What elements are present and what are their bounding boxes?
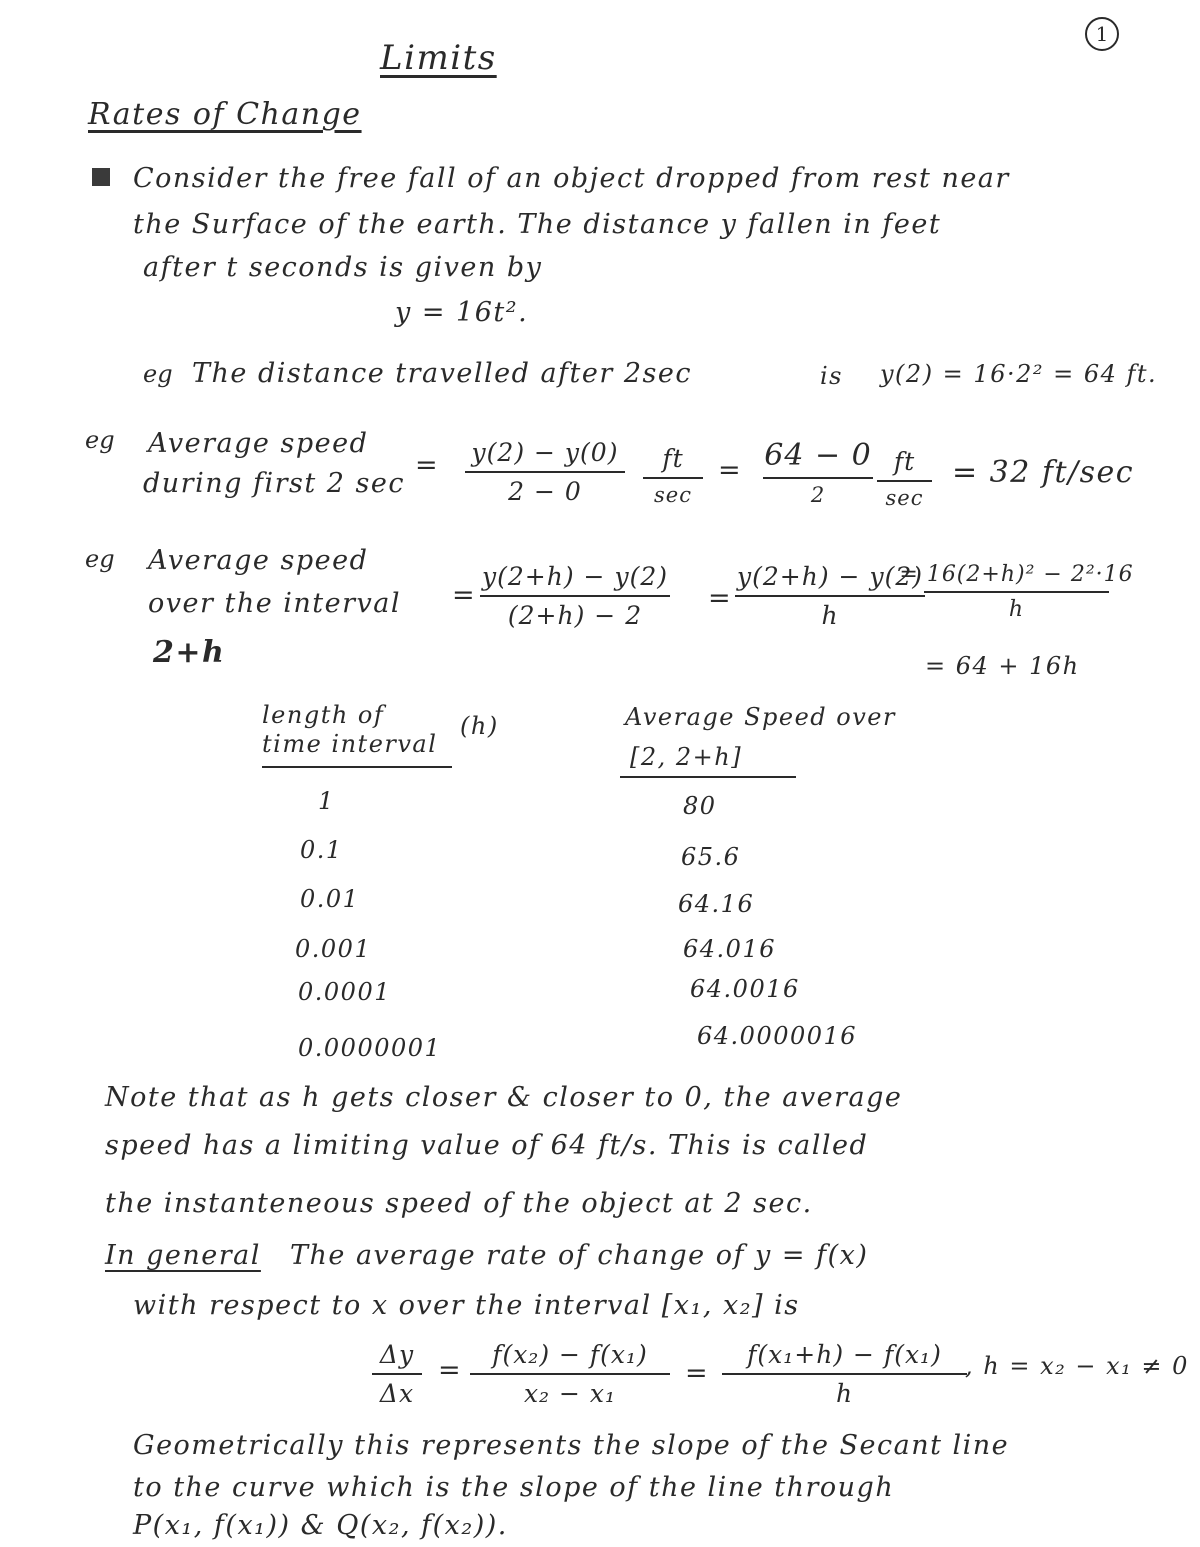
geometric-line-2: to the curve which is the slope of the line through — [133, 1472, 895, 1503]
page-title: Limits — [380, 38, 497, 78]
table-header-left-var: (h) — [460, 712, 499, 740]
eg2-fraction-2 — [763, 438, 873, 507]
general-equals-2: = — [685, 1358, 710, 1389]
intro-line-2: the Surface of the earth. The distance y fallen in feet — [133, 209, 942, 240]
intro-line-3: after t seconds is given by — [143, 252, 543, 283]
general-fraction-2-den: x₂ − x₁ — [523, 1379, 617, 1408]
eg1-text: The distance travelled after 2sec — [192, 358, 692, 389]
eg3-label-line-1: Average speed — [148, 545, 369, 576]
intro-line-1: Consider the free fall of an object dropped from rest near — [133, 163, 1010, 194]
eg3-fraction-3 — [899, 562, 1134, 622]
table-speed-value: 64.016 — [683, 935, 776, 963]
general-fraction-1 — [372, 1340, 422, 1408]
general-fraction-2 — [470, 1340, 670, 1408]
note-line-3: the instanteneous speed of the object at 2 sec. — [105, 1188, 813, 1219]
general-fraction-3 — [722, 1340, 967, 1408]
eg3-fraction-3-num: = 16(2+h)² − 2²·16 — [899, 562, 1134, 587]
eg2-fraction-2-den: 2 — [810, 483, 826, 507]
eg2-fraction-1 — [465, 438, 625, 506]
general-line-1: The average rate of change of y = f(x) — [290, 1240, 869, 1271]
table-h-value: 0.001 — [295, 935, 372, 963]
eg-mark: eg — [85, 426, 115, 454]
general-fraction-3-den: h — [835, 1379, 854, 1408]
eg2-unit-2-den: sec — [885, 486, 924, 510]
eg3-fraction-2 — [735, 562, 925, 630]
geometric-line-3: P(x₁, f(x₁)) & Q(x₂, f(x₂)). — [133, 1510, 508, 1541]
page-number — [1085, 17, 1119, 51]
eg3-fraction-1 — [480, 562, 670, 630]
eg2-label-line-2: during first 2 sec — [143, 468, 406, 499]
general-condition: , h = x₂ − x₁ ≠ 0 — [965, 1352, 1189, 1380]
geometric-line-1: Geometrically this represents the slope of the Secant line — [133, 1430, 1010, 1461]
eg2-unit-2-num: ft — [893, 447, 916, 476]
general-label: In general — [105, 1240, 261, 1271]
table-h-value: 0.1 — [300, 836, 343, 864]
eg1-is: is — [820, 362, 843, 390]
eg2-unit-1-num: ft — [662, 444, 684, 473]
eg3-label-line-2: over the interval — [148, 588, 402, 619]
free-fall-formula: y = 16t². — [395, 297, 529, 328]
general-fraction-1-den: Δx — [379, 1379, 415, 1408]
table-header-left-underline — [262, 766, 452, 768]
eg2-equals: = — [415, 450, 440, 481]
table-speed-value: 65.6 — [681, 843, 741, 871]
general-equals: = — [438, 1355, 463, 1386]
eg3-fraction-2-num: y(2+h) − y(2) — [737, 562, 923, 591]
page-number-text: 1 — [1095, 22, 1109, 46]
table-header-left-line-2: time interval — [262, 730, 438, 758]
table-h-value: 0.0000001 — [298, 1034, 442, 1062]
eg2-fraction-2-num: 64 − 0 — [764, 438, 872, 473]
eg-mark: eg — [85, 545, 115, 573]
eg3-fraction-3-den: h — [1008, 597, 1025, 622]
table-h-value: 0.01 — [300, 885, 360, 913]
eg3-fraction-1-den: (2+h) − 2 — [507, 601, 643, 630]
table-header-right-line-1: Average Speed over — [625, 703, 896, 731]
table-header-right-underline — [620, 776, 796, 778]
section-heading: Rates of Change — [88, 97, 362, 132]
eg2-result: = 32 ft/sec — [952, 455, 1135, 490]
eg2-fraction-1-num: y(2) − y(0) — [471, 438, 619, 467]
note-line-2: speed has a limiting value of 64 ft/s. This is called — [105, 1130, 869, 1161]
eg2-label-line-1: Average speed — [148, 428, 369, 459]
table-header-right-line-2: [2, 2+h] — [630, 743, 743, 771]
note-line-1: Note that as h gets closer & closer to 0, the average — [105, 1082, 903, 1113]
bullet-icon — [92, 168, 110, 186]
eg3-result: = 64 + 16h — [925, 652, 1080, 680]
eg-mark: eg — [143, 360, 173, 388]
eg3-equals: = — [452, 580, 477, 611]
eg2-fraction-1-den: 2 − 0 — [508, 477, 582, 506]
eg3-equals-2: = — [708, 583, 733, 614]
general-fraction-2-num: f(x₂) − f(x₁) — [492, 1340, 648, 1369]
eg3-label-line-3: 2+h — [153, 635, 226, 670]
table-speed-value: 64.0016 — [690, 975, 800, 1003]
eg3-fraction-2-den: h — [821, 601, 839, 630]
table-speed-value: 64.0000016 — [697, 1022, 858, 1050]
eg2-unit-1-den: sec — [654, 483, 692, 507]
eg2-unit-1 — [643, 444, 703, 507]
eg3-fraction-1-num: y(2+h) − y(2) — [482, 562, 668, 591]
table-h-value: 0.0001 — [298, 978, 391, 1006]
eg2-unit-2 — [877, 447, 932, 510]
eg2-equals-2: = — [718, 455, 743, 486]
eg1-result: y(2) = 16·2² = 64 ft. — [880, 360, 1158, 388]
table-header-left-line-1: length of — [262, 701, 385, 729]
general-fraction-3-num: f(x₁+h) − f(x₁) — [747, 1340, 942, 1369]
table-speed-value: 64.16 — [678, 890, 755, 918]
general-line-2: with respect to x over the interval [x₁, x₂] is — [133, 1290, 800, 1321]
table-h-value: 1 — [318, 787, 335, 815]
table-speed-value: 80 — [683, 792, 717, 820]
general-fraction-1-num: Δy — [379, 1340, 415, 1369]
